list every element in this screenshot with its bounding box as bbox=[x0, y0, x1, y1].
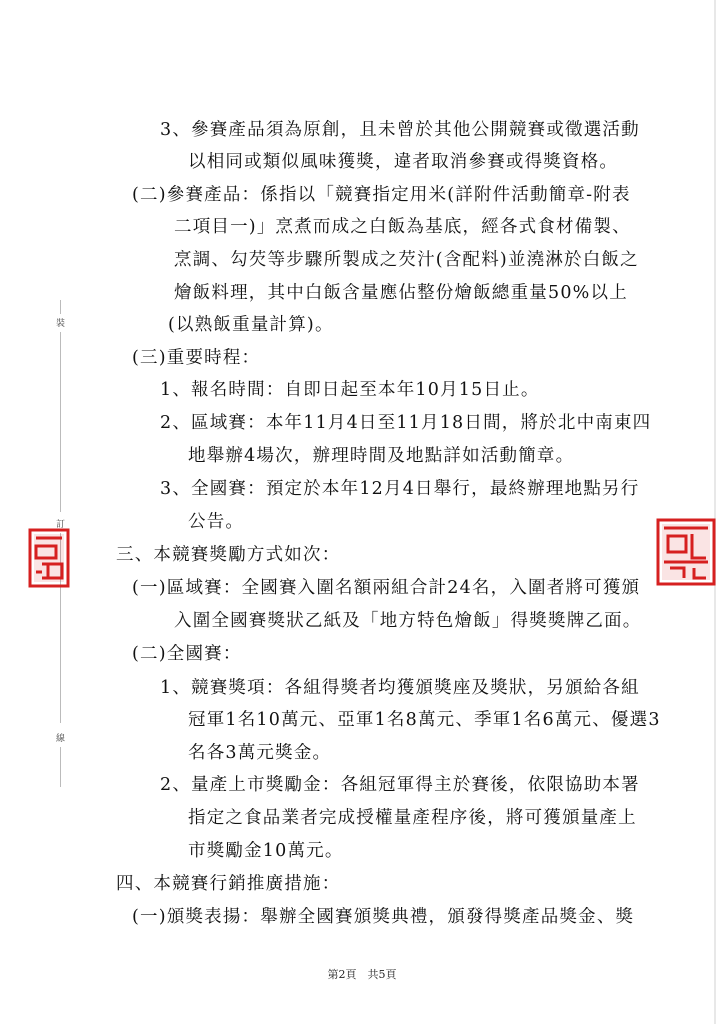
text-line: 名各3萬元獎金。 bbox=[188, 743, 332, 763]
page-number: 第2頁 共5頁 bbox=[327, 968, 397, 981]
text-line: 燴飯料理，其中白飯含量應佔整份燴飯總重量50%以上 bbox=[174, 283, 628, 303]
text-line: 指定之食品業者完成授權量產程序後，將可獲頒量產上 bbox=[188, 808, 637, 828]
text-line: 以相同或類似風味獲獎，違者取消參賽或得獎資格。 bbox=[188, 152, 619, 172]
text-line: 2、區域賽：本年11月4日至11月18日間，將於北中南東四 bbox=[160, 413, 652, 433]
text-line: (一)頒獎表揚：舉辦全國賽頒獎典禮，頒發得獎產品獎金、獎 bbox=[132, 907, 635, 927]
seal-stamp-left bbox=[28, 528, 70, 588]
text-line: 市獎勵金10萬元。 bbox=[188, 841, 344, 861]
text-line: 2、量產上市獎勵金：各組冠軍得主於賽後，依限協助本署 bbox=[160, 775, 640, 795]
text-line: 1、報名時間：自即日起至本年10月15日止。 bbox=[160, 380, 540, 400]
margin-rule bbox=[60, 332, 61, 512]
text-line: (一)區域賽：全國賽入圍名額兩組合計24名，入圍者將可獲頒 bbox=[132, 578, 641, 598]
text-line: 冠軍1名10萬元、亞軍1名8萬元、季軍1名6萬元、優選3 bbox=[188, 710, 661, 730]
text-line: 入圍全國賽獎狀乙紙及「地方特色燴飯」得獎獎牌乙面。 bbox=[174, 611, 642, 631]
text-line: 四、本競賽行銷推廣措施： bbox=[116, 874, 341, 894]
margin-char-bottom: 線 bbox=[56, 734, 66, 744]
page-edge bbox=[714, 0, 716, 1024]
text-line: 1、競賽獎項：各組得獎者均獲頒獎座及獎狀，另頒給各組 bbox=[160, 678, 640, 698]
text-line: 二項目一)」烹煮而成之白飯為基底，經各式食材備製、 bbox=[174, 217, 631, 237]
text-line: 公告。 bbox=[188, 512, 245, 532]
text-line: (三)重要時程： bbox=[132, 348, 261, 368]
text-line: 烹調、勾芡等步驟所製成之芡汁(含配料)並澆淋於白飯之 bbox=[174, 250, 639, 270]
text-line: (二)全國賽： bbox=[132, 644, 242, 664]
margin-rule bbox=[60, 300, 61, 314]
text-line: 三、本競賽獎勵方式如次： bbox=[116, 545, 341, 565]
text-line: 3、參賽產品須為原創，且未曾於其他公開競賽或徵選活動 bbox=[160, 120, 640, 140]
seal-stamp-right bbox=[656, 518, 716, 586]
text-line: (二)參賽產品：係指以「競賽指定用米(詳附件活動簡章-附表 bbox=[132, 185, 631, 205]
text-line: 地舉辦4場次，辦理時間及地點詳如活動簡章。 bbox=[188, 446, 575, 466]
margin-char-mid: 訂 bbox=[56, 520, 66, 530]
margin-rule bbox=[60, 747, 61, 787]
margin-char-top: 裝 bbox=[56, 319, 66, 329]
text-line: (以熟飯重量計算)。 bbox=[168, 315, 334, 335]
text-line: 3、全國賽：預定於本年12月4日舉行，最終辦理地點另行 bbox=[160, 479, 640, 499]
